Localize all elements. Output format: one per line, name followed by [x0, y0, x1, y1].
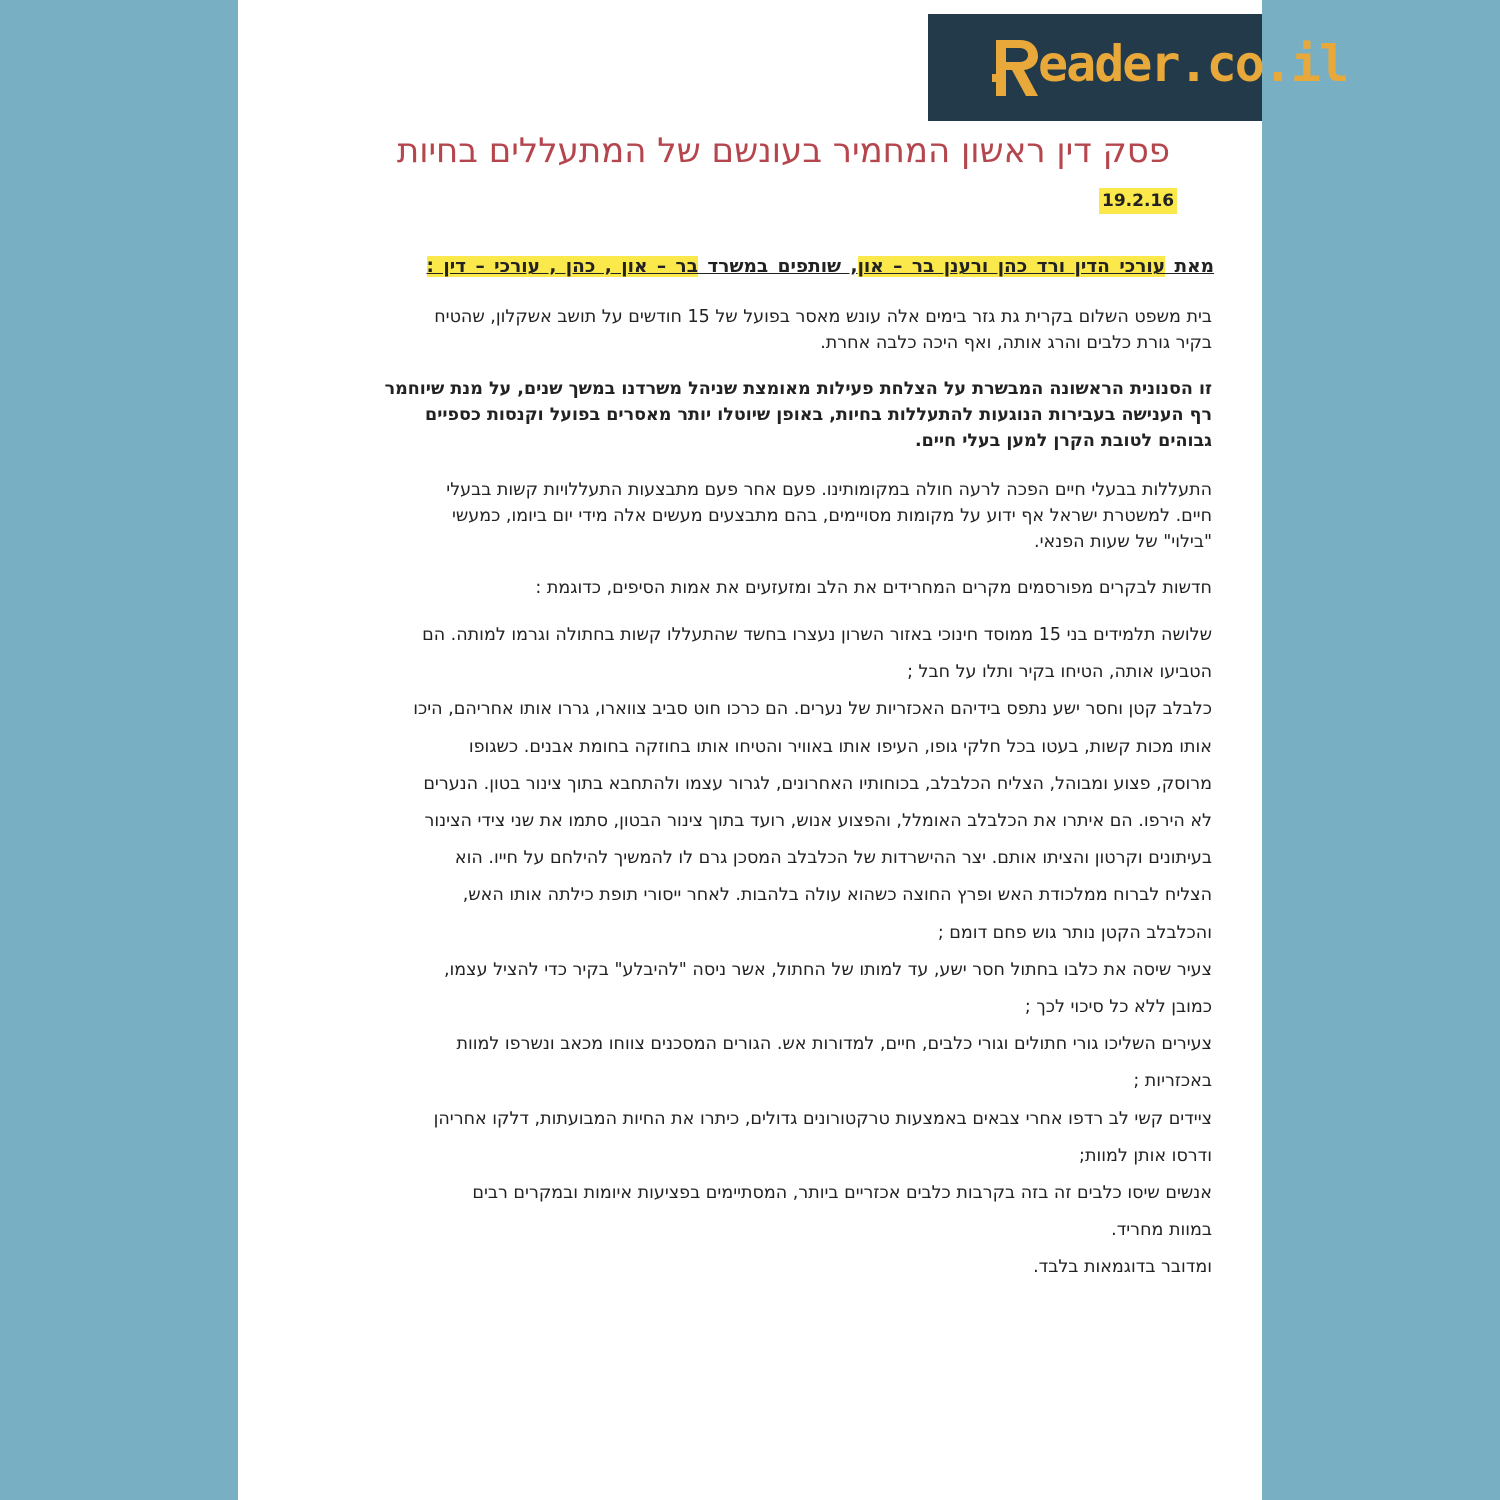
- byline-prefix: מאת: [1165, 256, 1214, 277]
- text-line: רף הענישה בעבירות הנוגעות להתעללות בחיות, באופן שיוטלו יותר מאסרים בפועל וקנסות כספיים: [425, 405, 1212, 425]
- paragraph-bold-significance: [312, 376, 1212, 454]
- example-line: ומדובר בדוגמאות בלבד.: [1033, 1257, 1212, 1278]
- example-line: מרוסק, פצוע ומבוהל, הצליח הכלבלב, בכוחותיו האחרונים, לגרור עצמו ולהתחבא בתוך צינור בטון. הנערים: [423, 773, 1212, 794]
- example-line: בעיתונים וקרטון והציתו אותם. יצר ההישרדות של הכלבלב המסכן גרם לו להמשיך להילחם על חייו. הוא: [454, 848, 1212, 869]
- example-line: ציידים קשי לב רדפו אחרי צבאים באמצעות טרקטורונים גדולים, כיתרו את החיות המבועתות, דלקו אחריהן: [433, 1108, 1212, 1129]
- example-line: כמובן ללא כל סיכוי לכך ;: [1024, 997, 1212, 1018]
- examples-list: [312, 617, 1212, 1287]
- example-line: צעיר שיסה את כלבו בחתול חסר ישע, עד למותו של החתול, אשר ניסה "להיבלע" בקיר כדי להציל עצמו,: [443, 959, 1212, 980]
- byline-authors: עורכי הדין ורד כהן ורענן בר – און: [857, 256, 1166, 277]
- byline: [384, 254, 1214, 280]
- text-line: "בילוי" של שעות הפנאי.: [1034, 532, 1212, 552]
- paragraph-verdict: [312, 304, 1212, 356]
- document-page: [238, 0, 1348, 1500]
- article-date: 19.2.16: [1099, 188, 1177, 214]
- example-line: ודרסו אותן למוות;: [1079, 1145, 1212, 1166]
- text-line: התעללות בבעלי חיים הפכה לרעה חולה במקומותינו. פעם אחר פעם מתבצעות התעללויות קשות בבעלי: [446, 480, 1212, 500]
- text-line: חיים. למשטרת ישראל אף ידוע על מקומות מסויימים, בהם מתבצעים מעשים אלה מידי יום ביומו, כמעשי: [451, 506, 1212, 526]
- paragraph-abuse-context: [312, 477, 1212, 555]
- text-line: בקיר גורת כלבים והרג אותה, ואף היכה כלבה אחרת.: [820, 333, 1212, 353]
- example-line: הטביעו אותה, הטיחו בקיר ותלו על חבל ;: [907, 662, 1212, 683]
- example-line: כלבלב קטן וחסר ישע נתפס בידיהם האכזריות של נערים. הם כרכו חוט סביב צווארו, גררו אותו אחריהם, היכו: [413, 699, 1212, 720]
- article-title: פסק דין ראשון המחמיר בעונשם של המתעללים בחיות: [396, 131, 1170, 171]
- example-line: שלושה תלמידים בני 15 ממוסד חינוכי באזור השרון נעצרו בחשד שהתעללו קשות בחתולה וגרמו למותה. הם: [422, 625, 1212, 645]
- reader-r-logo-icon: [990, 36, 1040, 100]
- example-line: באכזריות ;: [1133, 1071, 1212, 1092]
- example-line: הצליח לברוח ממלכודת האש ופרץ החוצה כשהוא עולה בלהבות. לאחר ייסורי תופת כילתה אותו האש,: [462, 885, 1212, 906]
- text-line: בית משפט השלום בקרית גת גזר בימים אלה עונש מאסר בפועל של 15 חודשים על תושב אשקלון, שהטיח: [434, 307, 1212, 327]
- example-line: אנשים שיסו כלבים זה בזה בקרבות כלבים אכזריים ביותר, המסתיימים בפציעות איומות ובמקרים רבים: [472, 1183, 1212, 1204]
- paragraph-examples-intro: [312, 575, 1212, 601]
- text-line: גבוהים לטובת הקרן למען בעלי חיים.: [914, 431, 1212, 451]
- byline-firm: בר – און , כהן , עורכי – דין :: [426, 256, 698, 277]
- example-line: אותו מכות קשות, בעטו בכל חלקי גופו, העיפו אותו באוויר והטיחו אותו בחוזקה בחומת אבנים. כשגופו: [468, 736, 1212, 757]
- example-line: והכלבלב הקטן נותר גוש פחם דומם ;: [937, 922, 1212, 943]
- logo-text: eader.co.il: [1038, 35, 1348, 93]
- byline-middle: , שותפים במשרד: [697, 256, 858, 277]
- example-line: לא הירפו. הם איתרו את הכלבלב האומלל, והפצוע אנוש, רועד בתוך צינור הבטון, סתמו את שני צידי הצינור: [424, 811, 1212, 832]
- reader-logo[interactable]: [928, 14, 1348, 121]
- example-line: במוות מחריד.: [1111, 1220, 1212, 1241]
- example-line: צעירים השליכו גורי חתולים וגורי כלבים, חיים, למדורות אש. הגורים המסכנים צווחו מכאב ונשרפו למוות: [456, 1034, 1212, 1055]
- text-line: חדשות לבקרים מפורסמים מקרים המחרידים את הלב ומזעזעים את אמות הסיפים, כדוגמת :: [535, 578, 1212, 598]
- text-line: זו הסנונית הראשונה המבשרת על הצלחת פעילות מאומצת שניהל משרדנו במשך שנים, על מנת שיוחמר: [384, 379, 1212, 399]
